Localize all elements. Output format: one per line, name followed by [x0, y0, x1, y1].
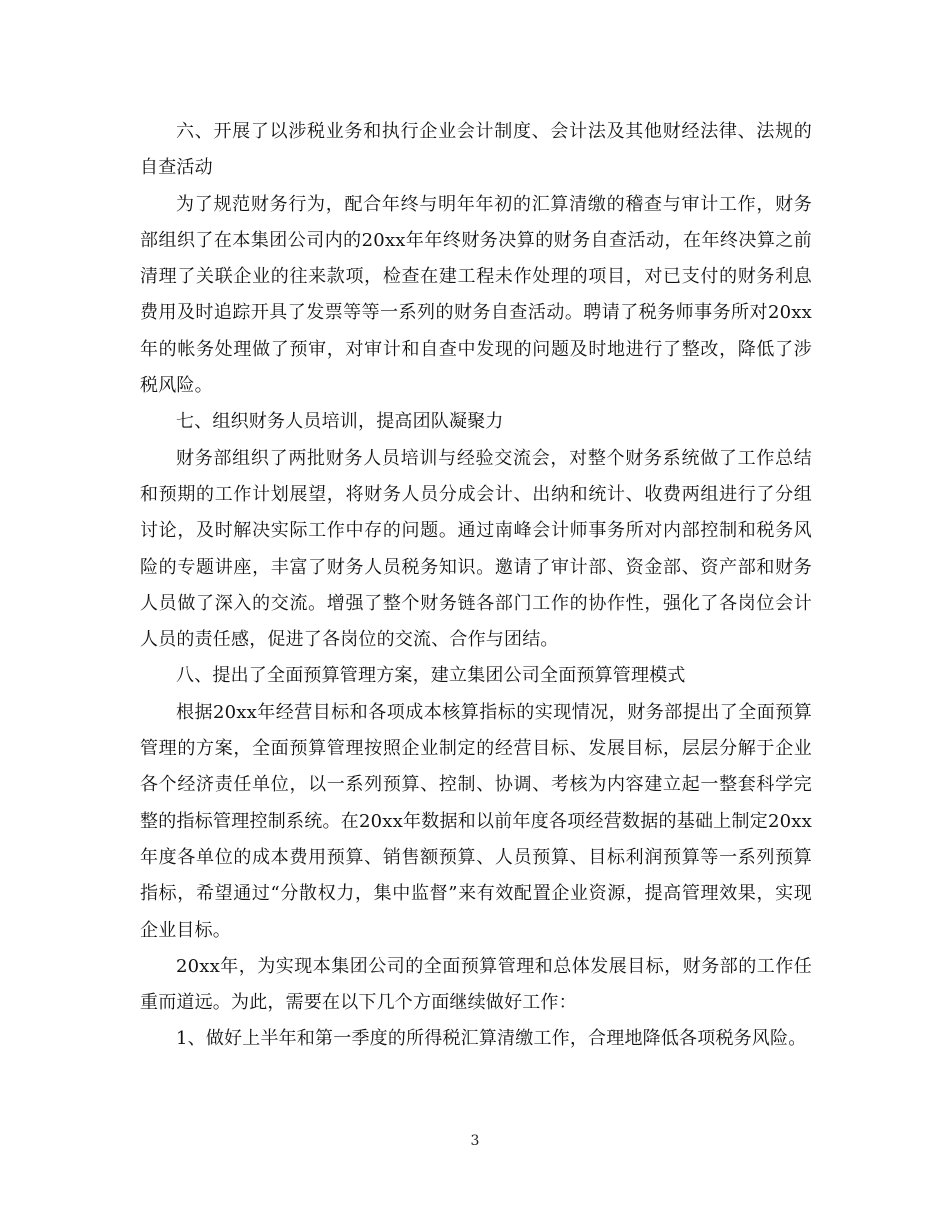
section-heading-8: 八、提出了全面预算管理方案，建立集团公司全面预算管理模式 — [176, 665, 686, 687]
paragraph-self-inspection: 为了规范财务行为，配合年终与明年年初的汇算清缴的稽查与审计工作，财务部组织了在本集团公司内的20xx年年终财务决算的财务自查活动，在年终决算之前清理了关联企业的往来款项，检查在建工程未作处理的项目，对已支付的财务利息费用及时追踪开具了发票等等一系列的财务自查活动。聘请了税务师事务所对20xx年的帐务处理做了预审，对审计和自查中发现的问题及时地进行了整改，降低了涉税风险。 — [140, 193, 812, 397]
paragraph-future-goals: 20xx年，为实现本集团公司的全面预算管理和总体发展目标，财务部的工作任重而道远。为此，需要在以下几个方面继续做好工作： — [140, 955, 812, 1014]
paragraph-budget-management: 根据20xx年经营目标和各项成本核算指标的实现情况，财务部提出了全面预算管理的方案，全面预算管理按照企业制定的经营目标、发展目标，层层分解于企业各个经济责任单位，以一系列预算、控制、协调、考核为内容建立起一整套科学完整的指标管理控制系统。在20xx年数据和以前年度各项经营数据的基础上制定20xx年度各单位的成本费用预算、销售额预算、人员预算、目标利润预算等一系列预算指标，希望通过“分散权力，集中监督”来有效配置企业资源，提高管理效果，实现企业目标。 — [140, 701, 812, 941]
section-heading-6: 六、开展了以涉税业务和执行企业会计制度、会计法及其他财经法律、法规的自查活动 — [140, 121, 812, 179]
section-heading-7: 七、组织财务人员培训，提高团队凝聚力 — [176, 411, 504, 433]
paragraph-task-1: 1、做好上半年和第一季度的所得税汇算清缴工作，合理地降低各项税务风险。 — [176, 1028, 807, 1050]
document-body — [140, 114, 812, 1058]
paragraph-training: 财务部组织了两批财务人员培训与经验交流会，对整个财务系统做了工作总结和预期的工作计划展望，将财务人员分成会计、出纳和统计、收费两组进行了分组讨论，及时解决实际工作中存的问题。通过南峰会计师事务所对内部控制和税务风险的专题讲座，丰富了财务人员税务知识。邀请了审计部、资金部、资产部和财务人员做了深入的交流。增强了整个财务链各部门工作的协作性，强化了各岗位会计人员的责任感，促进了各岗位的交流、合作与团结。 — [140, 447, 812, 651]
page-number: 3 — [470, 1133, 480, 1149]
